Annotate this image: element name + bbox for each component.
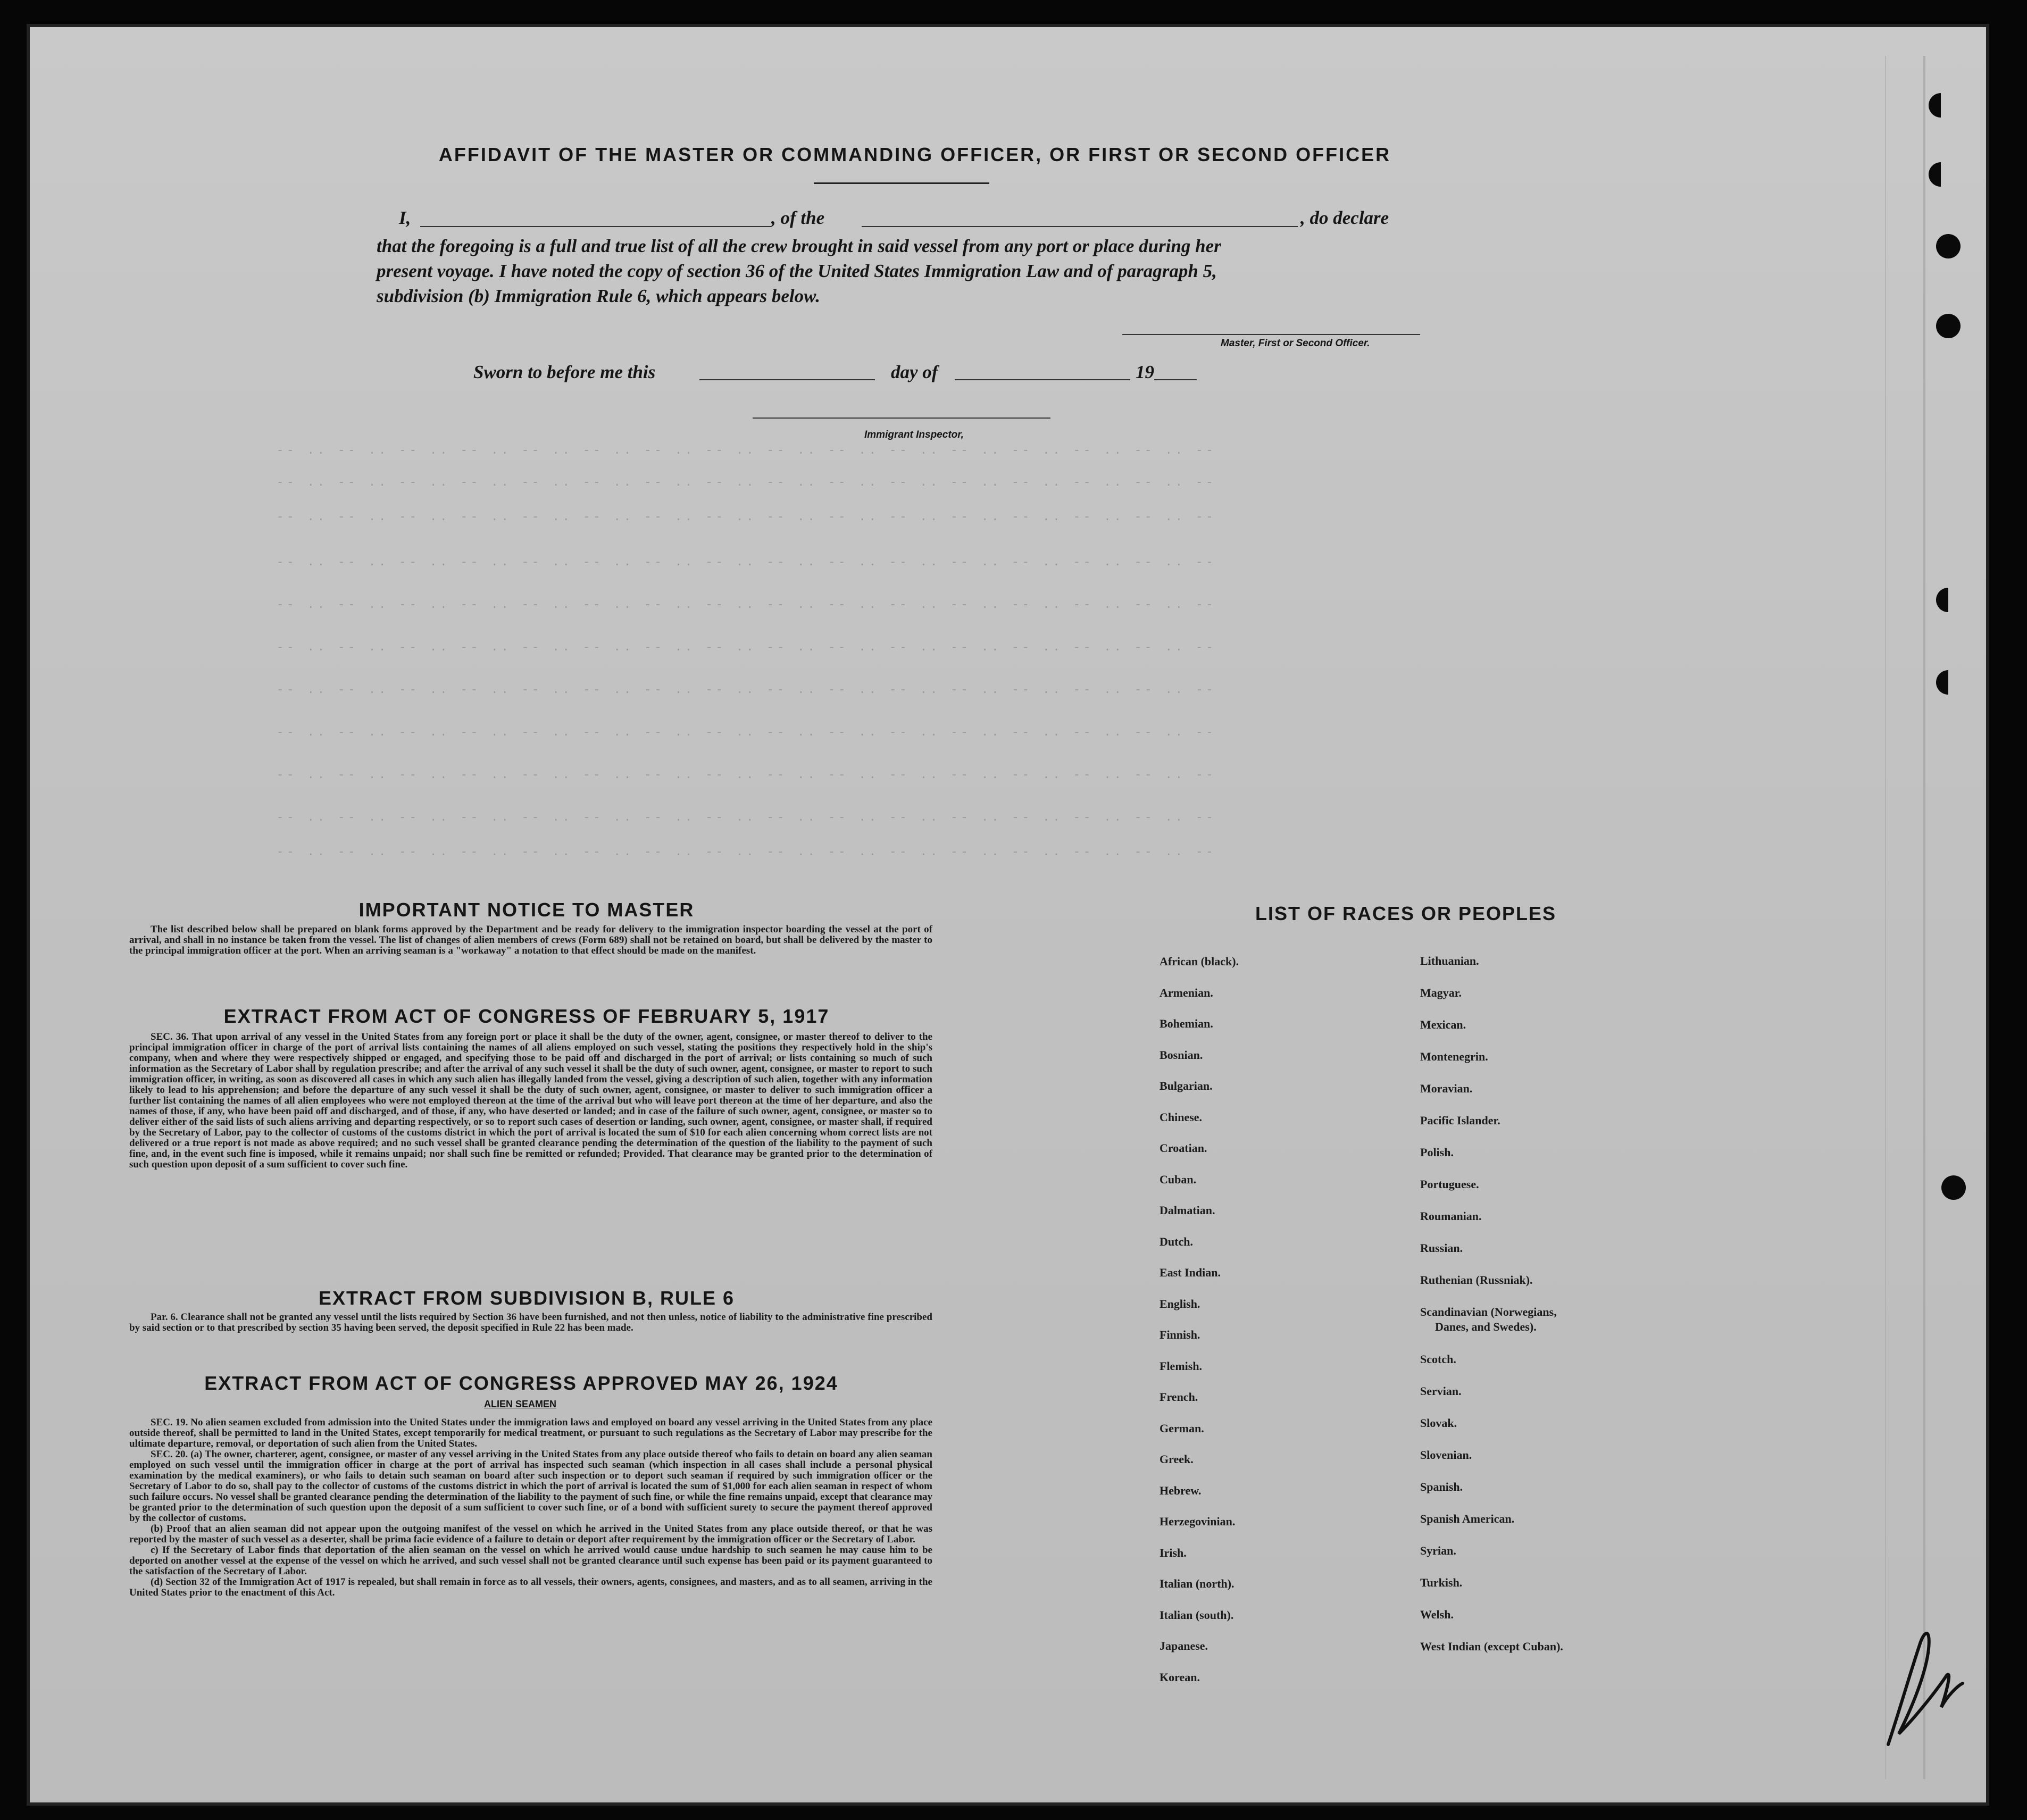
race-item: Magyar. xyxy=(1420,986,1462,999)
race-item: Korean. xyxy=(1160,1670,1200,1684)
race-item: Italian (north). xyxy=(1160,1577,1234,1590)
sworn-month-blank xyxy=(955,379,1130,380)
race-item: German. xyxy=(1160,1421,1204,1435)
race-item: East Indian. xyxy=(1160,1266,1221,1279)
race-item: Turkish. xyxy=(1420,1575,1463,1589)
race-item: Slovak. xyxy=(1420,1416,1457,1430)
race-item: Flemish. xyxy=(1160,1359,1203,1373)
act-1924-text xyxy=(129,1417,932,1598)
race-item: Syrian. xyxy=(1420,1543,1456,1557)
race-item: Scandinavian (Norwegians, Danes, and Swedes). xyxy=(1420,1305,1557,1333)
race-item: Mexican. xyxy=(1420,1018,1466,1031)
race-item: Roumanian. xyxy=(1420,1209,1482,1223)
bleed-through-row: -- .. -- .. -- .. -- .. -- .. -- .. -- .. -- .. -- .. -- .. -- .. -- .. -- .. -- .. -- .. -- xyxy=(277,683,1216,697)
race-item: Polish. xyxy=(1420,1146,1454,1159)
race-item: Armenian. xyxy=(1160,986,1213,999)
race-item: African (black). xyxy=(1160,955,1239,968)
bleed-through-row: -- .. -- .. -- .. -- .. -- .. -- .. -- .. -- .. -- .. -- .. -- .. -- .. -- .. -- .. -- .. -- xyxy=(277,598,1216,612)
race-item: Dalmatian. xyxy=(1160,1204,1215,1217)
declaration-line-4: subdivision (b) Immigration Rule 6, which appears below. xyxy=(377,286,820,306)
day-of-text: day of xyxy=(891,362,938,382)
race-item: Moravian. xyxy=(1420,1082,1473,1095)
sworn-day-blank xyxy=(699,379,875,380)
act-1917-text xyxy=(129,1032,932,1170)
race-item: French. xyxy=(1160,1390,1198,1404)
race-item: Irish. xyxy=(1160,1546,1187,1559)
race-item: West Indian (except Cuban). xyxy=(1420,1639,1563,1653)
act-1924-title: EXTRACT FROM ACT OF CONGRESS APPROVED MAY 26, 1924 xyxy=(204,1372,838,1394)
bleed-through-row: -- .. -- .. -- .. -- .. -- .. -- .. -- .. -- .. -- .. -- .. -- .. -- .. -- .. -- .. -- .. -- xyxy=(277,811,1216,824)
notice-paragraph: The list described below shall be prepared on blank forms approved by the Department and be ready for delivery to the immigration inspector boarding the vessel at the port of arrival, and shall in no instance be taken from the vessel. The list of changes of alien members of crews (Form 689) shall not be retained on board, but shall be delivered by the master to the principal immigration officer at the port. When an arriving seaman is a "workaway" a notation to that effect should be made on the manifest. xyxy=(129,924,932,956)
declare-of-the: , of the xyxy=(771,207,825,228)
punch-hole xyxy=(1936,314,1961,338)
title-underline xyxy=(814,182,989,184)
punch-hole xyxy=(1936,588,1961,612)
race-item: Russian. xyxy=(1420,1241,1463,1255)
bleed-through-row: -- .. -- .. -- .. -- .. -- .. -- .. -- .. -- .. -- .. -- .. -- .. -- .. -- .. -- .. -- .. -- xyxy=(277,476,1216,489)
bleed-through-row: -- .. -- .. -- .. -- .. -- .. -- .. -- .. -- .. -- .. -- .. -- .. -- .. -- .. -- .. -- .. -- xyxy=(277,556,1216,569)
bleed-through-row: -- .. -- .. -- .. -- .. -- .. -- .. -- .. -- .. -- .. -- .. -- .. -- .. -- .. -- .. -- .. -- xyxy=(277,846,1216,859)
race-item: Bohemian. xyxy=(1160,1017,1213,1030)
act-1917-title: EXTRACT FROM ACT OF CONGRESS OF FEBRUARY 5, 1917 xyxy=(223,1005,830,1027)
race-item: Bosnian. xyxy=(1160,1048,1203,1062)
punch-hole xyxy=(1936,670,1961,695)
race-item: Bulgarian. xyxy=(1160,1079,1213,1092)
bleed-through-row: -- .. -- .. -- .. -- .. -- .. -- .. -- .. -- .. -- .. -- .. -- .. -- .. -- .. -- .. -- .. -- xyxy=(277,444,1216,457)
race-item: Ruthenian (Russniak). xyxy=(1420,1273,1533,1287)
section-20a-paragraph: SEC. 20. (a) The owner, charterer, agent, consignee, or master of any vessel arriving in the United States from any place outside thereof who fails to detain on board any alien seaman employed on such vessel until the immigration officer in charge at the port of arrival has inspected such seaman (which inspection in all cases shall include a personal physical examination by the medical examiners), or who fails to detain such seaman on board after such inspection or to deport such seaman if required by such immigration officer or the Secretary of Labor to do so, shall pay to the collector of customs of the customs district in which the port of arrival is located the sum of $1,000 for each alien seaman in respect of whom such failure occurs. No vessel shall be granted clearance pending the determination of the liability to the payment of such fine, or while the fine remains unpaid, except that clearance may be granted prior to the determination of such question upon the deposit of a sum sufficient to cover such fine, or of a bond with sufficient surety to secure the payment thereof approved by the collector of customs. xyxy=(129,1449,932,1524)
races-title: LIST OF RACES OR PEOPLES xyxy=(1255,903,1557,924)
year-prefix: 19 xyxy=(1136,362,1154,382)
declaration-line-2: that the foregoing is a full and true list of all the crew brought in said vessel from any port or place during her xyxy=(377,236,1221,256)
race-item: English. xyxy=(1160,1297,1200,1310)
inspector-signature-blank xyxy=(753,418,1050,419)
declare-i: I, xyxy=(399,207,411,228)
race-item: Montenegrin. xyxy=(1420,1050,1488,1063)
sworn-text: Sworn to before me this xyxy=(473,362,656,382)
vessel-name-blank xyxy=(862,226,1298,227)
race-item: Scotch. xyxy=(1420,1352,1456,1366)
race-item: Japanese. xyxy=(1160,1639,1208,1652)
bleed-through-row: -- .. -- .. -- .. -- .. -- .. -- .. -- .. -- .. -- .. -- .. -- .. -- .. -- .. -- .. -- .. -- xyxy=(277,726,1216,739)
race-item: Servian. xyxy=(1420,1384,1462,1398)
punch-hole xyxy=(1941,1175,1966,1200)
race-item: Cuban. xyxy=(1160,1172,1197,1186)
race-item: Lithuanian. xyxy=(1420,954,1479,967)
alien-seamen-subtitle: ALIEN SEAMEN xyxy=(484,1399,557,1409)
sworn-year-blank xyxy=(1154,379,1197,380)
race-item: Portuguese. xyxy=(1420,1178,1479,1191)
race-item: Italian (south). xyxy=(1160,1608,1234,1622)
notice-text xyxy=(129,924,932,956)
section-20d-paragraph: (d) Section 32 of the Immigration Act of 1917 is repealed, but shall remain in force as to all vessels, their owners, agents, consignees, and masters, and as to all seamen, arriving in the United States prior to the enactment of this Act. xyxy=(129,1576,932,1598)
race-item: Hebrew. xyxy=(1160,1483,1202,1497)
master-signature-blank xyxy=(1122,334,1420,335)
handwritten-initials xyxy=(1878,1612,1973,1750)
declare-text: , do declare xyxy=(1300,207,1389,228)
declaration-line-3: present voyage. I have noted the copy of section 36 of the United States Immigration Law and of paragraph 5, xyxy=(377,261,1217,281)
section-20b-paragraph: (b) Proof that an alien seaman did not appear upon the outgoing manifest of the vessel on which he arrived in the United States from any place outside thereof, or that he was reported by the master of such vessel as a deserter, shall be prima facie evidence of a failure to detain or deport after requirement by the immigration officer or the Secretary of Labor. xyxy=(129,1523,932,1545)
race-item: Welsh. xyxy=(1420,1607,1454,1621)
manifest-back-page xyxy=(27,24,1989,1806)
inspector-label: Immigrant Inspector, xyxy=(864,429,964,440)
bleed-through-row: -- .. -- .. -- .. -- .. -- .. -- .. -- .. -- .. -- .. -- .. -- .. -- .. -- .. -- .. -- .. -- xyxy=(277,511,1216,524)
race-item: Pacific Islander. xyxy=(1420,1114,1500,1127)
page-edge-shadow xyxy=(1885,56,1925,1779)
rule-6-text xyxy=(129,1312,932,1333)
master-name-blank xyxy=(420,226,771,227)
race-item: Greek. xyxy=(1160,1452,1194,1466)
race-item: Herzegovinian. xyxy=(1160,1515,1236,1528)
race-item: Spanish. xyxy=(1420,1480,1463,1493)
rule-6-paragraph: Par. 6. Clearance shall not be granted any vessel until the lists required by Section 36 have been furnished, and not then unless, notice of liability to the administrative fine prescribed by said section or to that prescribed by section 35 having been served, the deposit specified in Rule 22 has been made. xyxy=(129,1312,932,1333)
punch-hole xyxy=(1936,234,1961,258)
section-36-paragraph: SEC. 36. That upon arrival of any vessel in the United States from any foreign port or place it shall be the duty of the owner, agent, consignee, or master thereof to deliver to the principal immigration officer in charge of the port of arrival lists containing the names of all aliens employed on such vessel, stating the positions they respectively hold in the ship's company, when and where they were respectively shipped or engaged, and specifying those to be paid off and discharged in the port of arrival; or lists containing so much of such information as the Secretary of Labor shall by regulation prescribe; and after the arrival of any such vessel it shall be the duty of such owner, agent, consignee, or master to report to such immigration officer, in writing, as soon as discovered all cases in which any such alien has illegally landed from the vessel, giving a description of such alien, together with any information likely to lead to his apprehension; and before the departure of any such vessel it shall be the duty of such owner, agent, consignee, or master to deliver to such immigration officer a further list containing the names of all alien employees who were not employed thereon at the time of the arrival but who will leave port thereon at the time of her departure, and also the names of those, if any, who have been paid off and discharged, and of those, if any, who have deserted or landed; and in case of the failure of such owner, agent, consignee, or master so to deliver either of the said lists of such aliens arriving and departing respectively, or so to report such cases of desertion or landing, such owner, agent, consignee, or master shall, if required by the Secretary of Labor, pay to the collector of customs of the customs district in which the port of arrival is located the sum of $10 for each alien concerning whom correct lists are not delivered or a true report is not made as above required; and no such vessel shall be granted clearance pending the determination of the question of the liability to the payment of such fine, and, in the event such fine is imposed, while it remains unpaid; nor shall such fine be remitted or refunded; Provided. That clearance may be granted prior to the determination of such question upon deposit of a sum sufficient to cover such fine. xyxy=(129,1031,932,1170)
bleed-through-row: -- .. -- .. -- .. -- .. -- .. -- .. -- .. -- .. -- .. -- .. -- .. -- .. -- .. -- .. -- .. -- xyxy=(277,769,1216,782)
master-signature-label: Master, First or Second Officer. xyxy=(1221,338,1370,349)
race-item: Chinese. xyxy=(1160,1110,1203,1124)
punch-hole xyxy=(1929,93,1953,118)
section-19-paragraph: SEC. 19. No alien seamen excluded from admission into the United States under the immigration laws and employed on board any vessel arriving in the United States from any place outside thereof, shall be permitted to land in the United States, except temporarily for medical treatment, or pursuant to such regulations as the Secretary of Labor may prescribe for the ultimate departure, removal, or deportation of such alien from the United States. xyxy=(129,1417,932,1449)
race-item: Spanish American. xyxy=(1420,1512,1515,1525)
rule-6-title: EXTRACT FROM SUBDIVISION B, RULE 6 xyxy=(318,1287,735,1309)
punch-hole xyxy=(1929,162,1953,187)
race-item: Dutch. xyxy=(1160,1234,1193,1248)
race-item: Croatian. xyxy=(1160,1141,1207,1155)
race-item: Finnish. xyxy=(1160,1328,1200,1341)
section-20c-paragraph: c) If the Secretary of Labor finds that deportation of the alien seaman on the vessel on which he arrived would cause undue hardship to such seamen he may cause him to be deported on another vessel at the expense of the vessel on which he arrived, and such vessel shall not be granted clearance until such expense has been paid or its payment guaranteed to the satisfaction of the Secretary of Labor. xyxy=(129,1545,932,1577)
race-item: Slovenian. xyxy=(1420,1448,1472,1462)
affidavit-title: AFFIDAVIT OF THE MASTER OR COMMANDING OFFICER, OR FIRST OR SECOND OFFICER xyxy=(438,144,1391,165)
notice-title: IMPORTANT NOTICE TO MASTER xyxy=(358,899,695,921)
bleed-through-row: -- .. -- .. -- .. -- .. -- .. -- .. -- .. -- .. -- .. -- .. -- .. -- .. -- .. -- .. -- .. -- xyxy=(277,641,1216,654)
